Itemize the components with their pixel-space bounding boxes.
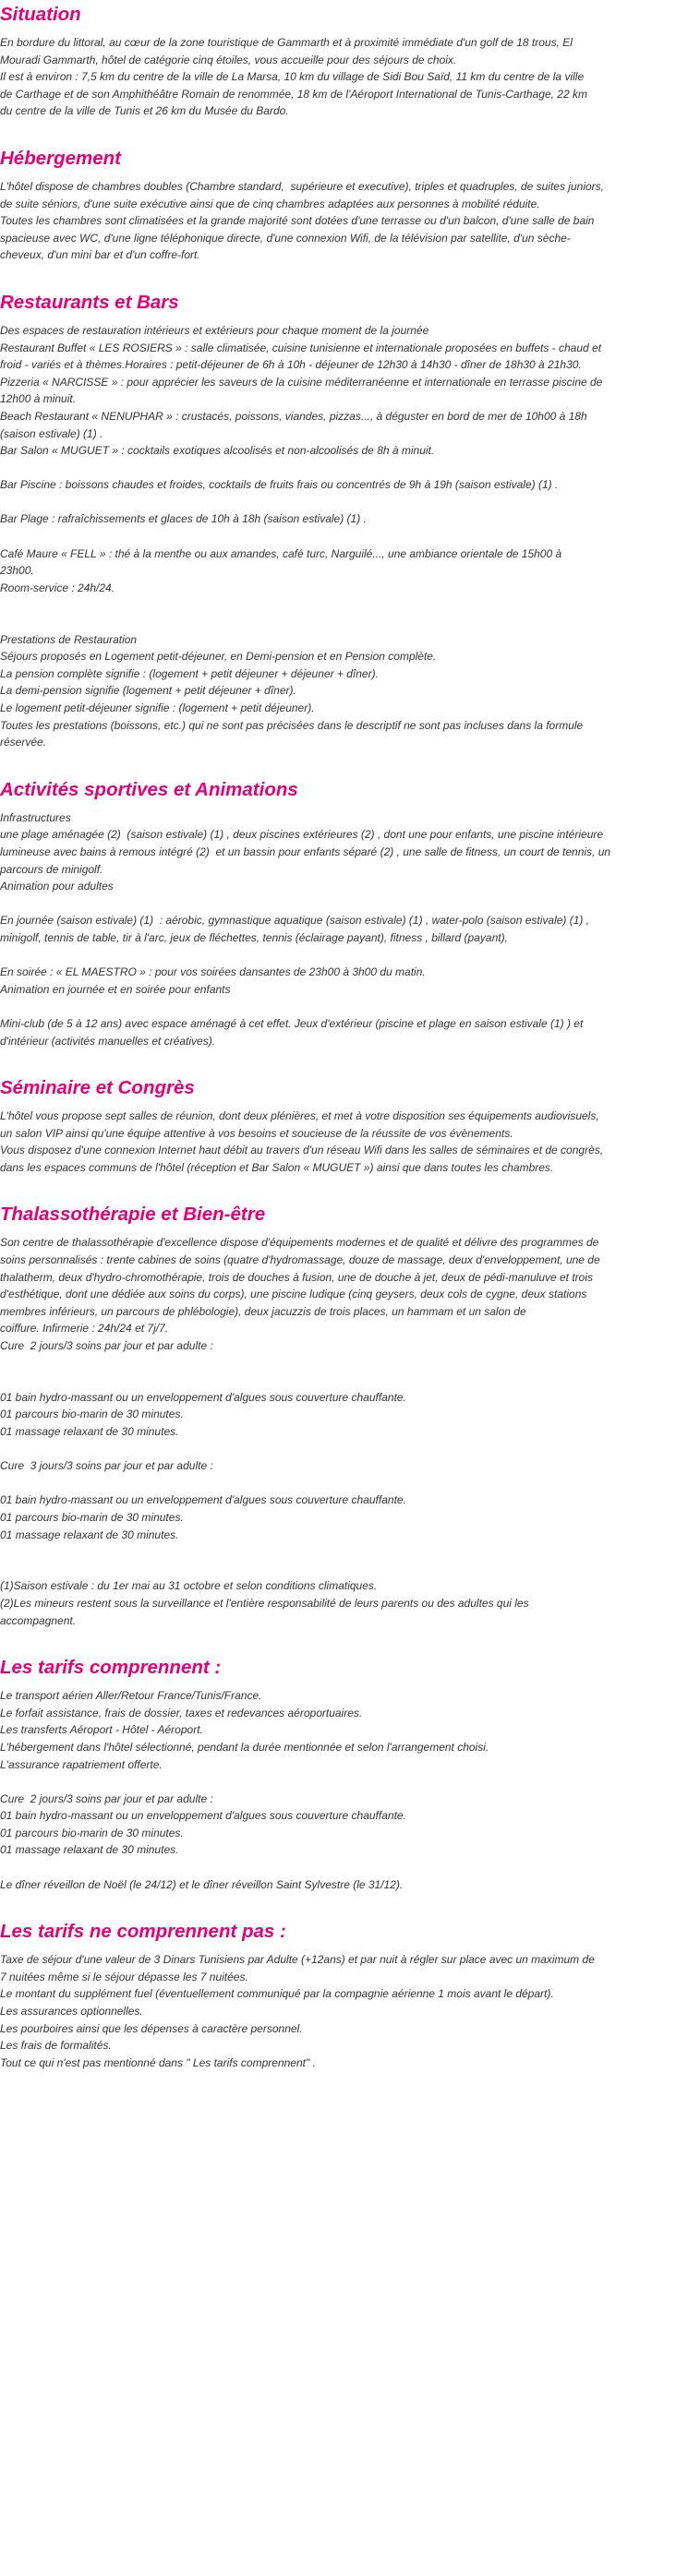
text-line: Son centre de thalassothérapie d'excellence dispose d'équipements modernes et de qualité et délivre des programmes de — [0, 1236, 599, 1250]
section-tarifs-ne-comprennent-pas — [0, 1919, 700, 2071]
text-line: Tout ce qui n'est pas mentionné dans " Les tarifs comprennent" . — [0, 2055, 316, 2069]
text-line: minigolf, tennis de table, tir à l'arc, jeux de fléchettes, tennis (éclairage payant), fitness , billard (payant), — [0, 930, 508, 944]
text-line: d'esthétique, dont une dédiée aux soins du corps), une piscine ludique (cinq geysers, deux cols de cygne, deux stations — [0, 1288, 587, 1301]
blank-line — [0, 1372, 700, 1389]
text-line: de Carthage et de son Amphithéâtre Romain de renommée, 18 km de l'Aéroport International de Tunis-Carthage, 22 km — [0, 87, 587, 101]
section-body — [0, 34, 700, 120]
text-line: Le transport aérien Aller/Retour France/Tunis/France. — [0, 1689, 262, 1703]
text-line: réservée. — [0, 736, 47, 749]
section-tarifs-comprennent — [0, 1655, 700, 1893]
blank-line — [0, 1475, 700, 1492]
section-activites — [0, 777, 700, 1049]
text-line: Café Maure « FELL » : thé à la menthe ou aux amandes, café turc, Narguilé..., une ambiance orientale de 15h00 à — [0, 546, 562, 560]
text-line: Le montant du supplément fuel (éventuellement communiqué par la compagnie aérienne 1 mois avant le départ). — [0, 1987, 554, 2001]
text-line: 01 massage relaxant de 30 minutes. — [0, 1528, 179, 1541]
text-line: L'hébergement dans l'hôtel sélectionné, pendant la durée mentionnée et selon l'arrangement choisi. — [0, 1740, 489, 1754]
text-line: 12h00 à minuit. — [0, 392, 77, 406]
text-line: 01 bain hydro-massant ou un enveloppement d'algues sous couverture chauffante. — [0, 1493, 406, 1507]
text-line: thalatherm, deux d'hydro-chromothérapie, trois de douches à fusion, une de douche à jet, deux de pédi-manuluve et trois — [0, 1270, 594, 1284]
text-line: membres inférieurs, un parcours de phlébologie), deux jacuzzis de trois places, un hammam et un salon de — [0, 1304, 526, 1318]
text-line: Vous disposez d'une connexion Internet haut débit au travers d'un réseau Wifi dans les salles de séminaires et de congrès, — [0, 1144, 604, 1157]
section-title: Activités sportives et Animations — [0, 778, 298, 800]
text-line: Taxe de séjour d'une valeur de 3 Dinars Tunisiens par Adulte (+12ans) et par nuit à régler sur place avec un maximum de — [0, 1953, 595, 1967]
text-line: Infrastructures — [0, 810, 71, 824]
blank-line — [0, 998, 700, 1015]
text-line: Les assurances optionnelles. — [0, 2005, 143, 2019]
text-line: Mouradi Gammarth, hôtel de catégorie cinq étoiles, vous accueille pour des séjours de choix. — [0, 53, 457, 66]
blank-line — [0, 1859, 700, 1876]
blank-line — [0, 528, 700, 545]
text-line: Toutes les chambres sont climatisées et la grande majorité sont dotées d'une terrasse ou d'un balcon, d'une salle de bain — [0, 214, 595, 228]
section-seminaire — [0, 1075, 700, 1176]
text-line: Il est à environ : 7,5 km du centre de la ville de La Marsa, 10 km du village de Sidi Bou Saïd, 11 km du centre de la ville — [0, 70, 585, 84]
section-body — [0, 1108, 700, 1176]
text-line: La demi-pension signifie (logement + petit déjeuner + dîner). — [0, 684, 296, 698]
blank-line — [0, 1773, 700, 1791]
text-line: 01 parcours bio-marin de 30 minutes. — [0, 1826, 184, 1839]
text-line: Bar Salon « MUGUET » : cocktails exotiques alcoolisés et non-alcoolisés de 8h à minuit. — [0, 444, 435, 458]
text-line: cheveux, d'un mini bar et d'un coffre-fort. — [0, 248, 200, 262]
text-line: du centre de la ville de Tunis et 26 km du Musée du Bardo. — [0, 104, 289, 118]
section-body — [0, 1234, 700, 1629]
text-line: Prestations de Restauration — [0, 632, 138, 646]
text-line: Bar Piscine : boissons chaudes et froides, cocktails de fruits frais ou concentrés de 9h à 19h (saison estivale) (1) . — [0, 478, 559, 492]
text-line: Le logement petit-déjeuner signifie : (logement + petit déjeuner). — [0, 701, 315, 714]
text-line: 23h00. — [0, 564, 34, 578]
blank-line — [0, 947, 700, 965]
text-line: Cure 2 jours/3 soins par jour et par adulte : — [0, 1791, 213, 1805]
text-line: 01 massage relaxant de 30 minutes. — [0, 1425, 179, 1438]
text-line: Animation pour adultes — [0, 880, 114, 893]
blank-line — [0, 1561, 700, 1578]
text-line: (2)Les mineurs restent sous la surveillance et l'entière responsabilité de leurs parents ou des adultes qui les — [0, 1596, 529, 1610]
text-line: L'hôtel vous propose sept salles de réunion, dont deux plénières, et met à votre disposition ses équipements audiovisuels, — [0, 1109, 599, 1123]
section-title: Restaurants et Bars — [0, 291, 179, 313]
text-line: d'intérieur (activités manuelles et créatives). — [0, 1034, 216, 1048]
section-body — [0, 322, 700, 751]
blank-line — [0, 494, 700, 511]
text-line: 01 massage relaxant de 30 minutes. — [0, 1843, 179, 1857]
text-line: 01 bain hydro-massant ou un enveloppement d'algues sous couverture chauffante. — [0, 1809, 406, 1823]
section-restaurants-bars — [0, 290, 700, 751]
text-line: La pension complète signifie : (logement + petit déjeuner + déjeuner + dîner). — [0, 666, 379, 680]
text-line: un salon VIP ainsi qu'une équipe attentive à vos besoins et soucieuse de la réussite de vos évènements. — [0, 1126, 513, 1140]
blank-line — [0, 1543, 700, 1561]
blank-line — [0, 1441, 700, 1458]
text-line: Séjours proposés en Logement petit-déjeuner, en Demi-pension et en Pension complète. — [0, 650, 437, 664]
text-line: Les frais de formalités. — [0, 2039, 112, 2053]
section-title: Thalassothérapie et Bien-être — [0, 1204, 266, 1226]
section-title: Les tarifs comprennent : — [0, 1657, 222, 1679]
text-line: Les pourboires ainsi que les dépenses à caractère personnel. — [0, 2021, 303, 2035]
section-thalasso — [0, 1202, 700, 1629]
text-line: de suite séniors, d'une suite exécutive ainsi que de cinq chambres adaptées aux personnes à mobilité réduite. — [0, 197, 540, 210]
text-line: une plage aménagée (2) (saison estivale) (1) , deux piscines extérieures (2) , dont une pour enfants, une piscine intérieure — [0, 828, 604, 842]
section-body — [0, 178, 700, 264]
text-line: L'hôtel dispose de chambres doubles (Chambre standard, supérieure et executive), triples et quadruples, de suites juniors, — [0, 179, 604, 193]
text-line: parcours de minigolf. — [0, 862, 103, 876]
blank-line — [0, 1355, 700, 1372]
text-line: Animation en journée et en soirée pour enfants — [0, 982, 231, 996]
section-body — [0, 809, 700, 1049]
text-line: dans les espaces communs de l'hôtel (réception et Bar Salon « MUGUET ») ainsi que dans toutes les chambres. — [0, 1160, 554, 1174]
text-line: accompagnent. — [0, 1613, 77, 1627]
section-title: Séminaire et Congrès — [0, 1077, 195, 1099]
text-line: Bar Plage : rafraîchissements et glaces de 10h à 18h (saison estivale) (1) . — [0, 512, 367, 526]
text-line: Restaurant Buffet « LES ROSIERS » : salle climatisée, cuisine tunisienne et internationale proposées en buffets - chaud et — [0, 341, 602, 354]
text-line: Mini-club (de 5 à 12 ans) avec espace aménagé à cet effet. Jeux d'extérieur (piscine et plage en saison estivale (1) ) et — [0, 1016, 584, 1030]
text-line: coiffure. Infirmerie : 24h/24 et 7j/7. — [0, 1322, 169, 1336]
text-line: Les transferts Aéroport - Hôtel - Aéroport. — [0, 1723, 203, 1737]
text-line: Des espaces de restauration intérieurs et extérieurs pour chaque moment de la journée — [0, 323, 429, 337]
blank-line — [0, 596, 700, 614]
text-line: En soirée : « EL MAESTRO » : pour vos soirées dansantes de 23h00 à 3h00 du matin. — [0, 965, 426, 979]
section-title: Situation — [0, 4, 81, 25]
text-line: Room-service : 24h/24. — [0, 581, 115, 594]
section-title: Les tarifs ne comprennent pas : — [0, 1921, 286, 1943]
text-line: Le forfait assistance, frais de dossier, taxes et redevances aéroportuaires. — [0, 1706, 363, 1719]
blank-line — [0, 895, 700, 913]
section-body — [0, 1951, 700, 2071]
text-line: En bordure du littoral, au cœur de la zone touristique de Gammarth et à proximité immédiate d'un golf de 18 trous, El — [0, 36, 573, 49]
text-line: Cure 2 jours/3 soins par jour et par adulte : — [0, 1339, 213, 1353]
text-line: Beach Restaurant « NENUPHAR » : crustacés, poissons, viandes, pizzas..., à déguster en bord de mer de 10h00 à 18h — [0, 409, 587, 423]
section-body — [0, 1687, 700, 1893]
text-line: Pizzeria « NARCISSE » : pour apprécier les saveurs de la cuisine méditerranéenne et internationale en terrasse piscine de — [0, 375, 603, 389]
text-line: Cure 3 jours/3 soins par jour et par adulte : — [0, 1459, 213, 1473]
text-line: Le dîner réveillon de Noël (le 24/12) et le dîner réveillon Saint Sylvestre (le 31/12). — [0, 1877, 404, 1891]
text-line: soins personnalisés : trente cabines de soins (quatre d'hydromassage, douze de massage, deux d'enveloppement, une de — [0, 1253, 600, 1267]
text-line: 01 parcours bio-marin de 30 minutes. — [0, 1408, 184, 1421]
text-line: froid - variés et à thèmes.Horaires : petit-déjeuner de 6h à 10h - déjeuner de 12h30 à 14h30 - dîner de 18h30 à 21h30. — [0, 358, 582, 372]
section-situation — [0, 2, 700, 120]
blank-line — [0, 460, 700, 477]
text-line: spacieuse avec WC, d'une ligne téléphonique directe, d'une connexion Wifi, de la télévision par satellite, d'un sèche- — [0, 231, 571, 245]
text-line: (1)Saison estivale : du 1er mai au 31 octobre et selon conditions climatiques. — [0, 1579, 378, 1593]
blank-line — [0, 614, 700, 631]
text-line: lumineuse avec bains à remous intégré (2) et un bassin pour enfants séparé (2) , une salle de fitness, un court de tennis, un — [0, 845, 611, 858]
text-line: (saison estivale) (1) . — [0, 426, 103, 440]
text-line: Toutes les prestations (boissons, etc.) qui ne sont pas précisées dans le descriptif ne sont pas incluses dans la formule — [0, 718, 584, 732]
text-line: 01 parcours bio-marin de 30 minutes. — [0, 1510, 184, 1524]
text-line: En journée (saison estivale) (1) : aérobic, gymnastique aquatique (saison estivale) (1) , water-polo (saison estivale) (1) , — [0, 914, 590, 928]
text-line: L'assurance rapatriement offerte. — [0, 1757, 163, 1771]
text-line: 01 bain hydro-massant ou un enveloppement d'algues sous couverture chauffante. — [0, 1390, 406, 1404]
section-hebergement — [0, 146, 700, 264]
section-title: Hébergement — [0, 147, 122, 169]
text-line: 7 nuitées même si le séjour dépasse les 7 nuitées. — [0, 1970, 248, 1983]
